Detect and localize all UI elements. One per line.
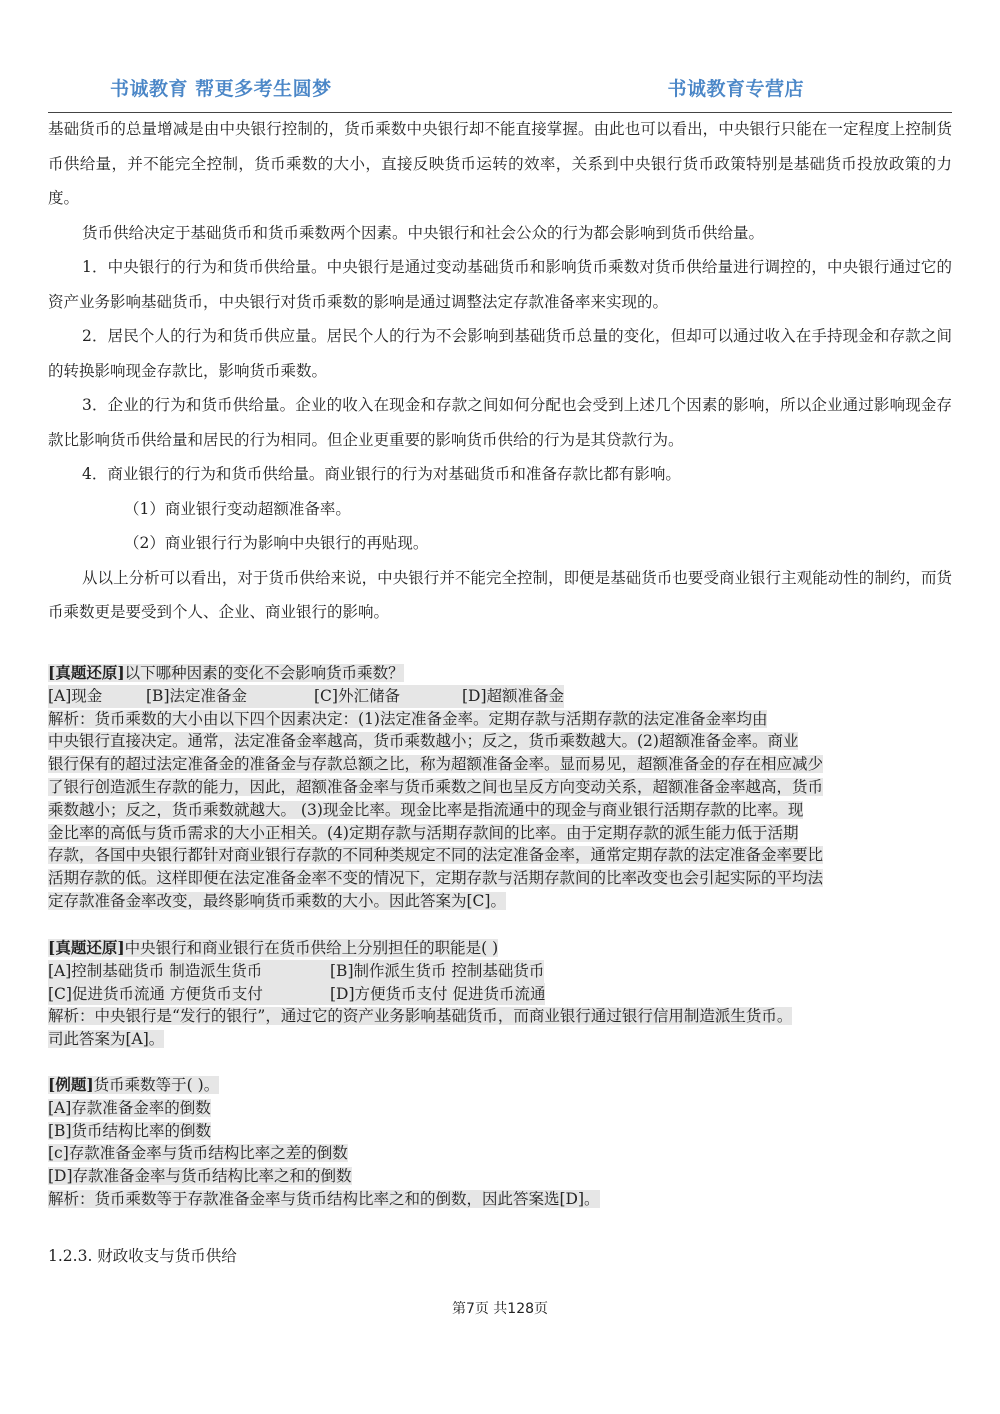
paragraph-3: 1．中央银行的行为和货币供给量。中央银行是通过变动基础货币和影响货币乘数对货币供给量进行调控的，中央银行通过它的资产业务影响基础货币，中央银行对货币乘数的影响是通过调整法定存款准备率来实现的。 [48, 258, 952, 311]
page-header [48, 72, 952, 113]
paragraph-7: （1）商业银行变动超额准备率。 [124, 499, 351, 518]
q2-option-d: [D]方便货币支付 促进货币流通 [330, 984, 546, 1003]
q2-option-a: [A]控制基础货币 制造派生货币 [48, 961, 263, 980]
q1-analysis-line: 定存款准备金率改变，最终影响货币乘数的大小。因此答案为[C]。 [48, 891, 506, 910]
question-2 [48, 937, 952, 1051]
q2-analysis-line: 司此答案为[A]。 [48, 1030, 165, 1049]
paragraph-1: 基础货币的总量增减是由中央银行控制的，货币乘数中央银行却不能直接掌握。由此也可以看出，中央银行只能在一定程度上控制货币供给量，并不能完全控制，货币乘数的大小，直接反映货币运转的效率，关系到中央银行货币政策特别是基础货币投放政策的力度。 [48, 120, 952, 207]
paragraph-9: 从以上分析可以看出，对于货币供给来说，中央银行并不能完全控制，即便是基础货币也要受商业银行主观能动性的制约，而货币乘数更是要受到个人、企业、商业银行的影响。 [48, 568, 952, 621]
page-footer: 第7页 共128页 [451, 1301, 549, 1317]
q3-option-d: [D]存款准备金率与货币结构比率之和的倒数 [48, 1167, 352, 1186]
q1-option-b: [B]法定准备金 [146, 686, 247, 705]
q3-option-a: [A]存款准备金率的倒数 [48, 1098, 211, 1117]
q2-option-b: [B]制作派生货币 控制基础货币 [330, 961, 545, 980]
q1-option-a: [A]现金 [48, 686, 103, 705]
example-question-text: 货币乘数等于( )。 [93, 1076, 220, 1094]
paragraph-6: 4．商业银行的行为和货币供给量。商业银行的行为对基础货币和准备存款比都有影响。 [82, 465, 681, 483]
q1-option-d: [D]超额准备金 [462, 686, 565, 705]
q1-analysis-line: 乘数越小；反之，货币乘数就越大。 (3)现金比率。现金比率是指流通中的现金与商业银行活期存款的比率。现 [48, 800, 804, 819]
question-2-tag: [真题还原] [48, 938, 125, 957]
question-2-text: 中央银行和商业银行在货币供给上分别担任的职能是( ) [124, 939, 499, 957]
question-1-text: 以下哪种因素的变化不会影响货币乘数？ [124, 664, 404, 682]
q1-analysis-line: 银行保有的超过法定准备金的准备金与存款总额之比，称为超额准备金率。显而易见，超额准备金的存在相应减少 [48, 755, 824, 774]
header-right-text: 书诚教育专营店 [667, 78, 804, 100]
q1-option-c: [C]外汇储备 [314, 686, 400, 705]
q1-analysis-line: 金比率的高低与货币需求的大小正相关。(4)定期存款与活期存款间的比率。由于定期存款的派生能力低于活期 [48, 823, 799, 842]
header-left-text: 书诚教育 帮更多考生圆梦 [110, 78, 332, 100]
q2-option-c: [C]促进货币流通 方便货币支付 [48, 984, 263, 1003]
main-text [48, 112, 952, 630]
q3-option-b: [B]货币结构比率的倒数 [48, 1121, 211, 1140]
q2-analysis-line: 解析：中央银行是“发行的银行”，通过它的资产业务影响基础货币，而商业银行通过银行信用制造派生货币。 [48, 1007, 793, 1026]
section-heading: 1.2.3. 财政收支与货币供给 [48, 1247, 237, 1265]
question-1 [48, 662, 952, 913]
paragraph-2: 货币供给决定于基础货币和货币乘数两个因素。中央银行和社会公众的行为都会影响到货币供给量。 [82, 223, 765, 242]
question-1-tag: [真题还原] [48, 663, 125, 682]
q1-analysis-line: 活期存款的低。这样即便在法定准备金率不变的情况下，定期存款与活期存款间的比率改变也会引起实际的平均法 [48, 869, 824, 888]
example-tag: [例题] [48, 1075, 94, 1094]
q1-analysis-line: 存款，各国中央银行都针对商业银行存款的不同种类规定不同的法定准备金率，通常定期存款的法定准备金率要比 [48, 846, 824, 865]
q3-analysis: 解析：货币乘数等于存款准备金率与货币结构比率之和的倒数，因此答案选[D]。 [48, 1189, 600, 1208]
paragraph-4: 2．居民个人的行为和货币供应量。居民个人的行为不会影响到基础货币总量的变化，但却可以通过收入在手持现金和存款之间的转换影响现金存款比，影响货币乘数。 [48, 327, 952, 380]
example-question [48, 1074, 952, 1211]
q1-analysis-line: 了银行创造派生存款的能力，因此，超额准备金率与货币乘数之间也呈反方向变动关系，超额准备金率越高，货币 [48, 777, 824, 796]
paragraph-8: （2）商业银行行为影响中央银行的再贴现。 [124, 534, 429, 552]
q1-analysis-line: 解析：货币乘数的大小由以下四个因素决定：(1)法定准备金率。定期存款与活期存款的法定准备金率均由 [48, 709, 768, 728]
q1-analysis-line: 中央银行直接决定。通常，法定准备金率越高，货币乘数越小；反之，货币乘数越大。(2)超额准备金率。商业 [48, 732, 799, 751]
paragraph-5: 3．企业的行为和货币供给量。企业的收入在现金和存款之间如何分配也会受到上述几个因素的影响，所以企业通过影响现金存款比影响货币供给量和居民的行为相同。但企业更重要的影响货币供给的行为是其贷款行为。 [48, 396, 952, 449]
q3-option-c: [c]存款准备金率与货币结构比率之差的倒数 [48, 1144, 348, 1163]
